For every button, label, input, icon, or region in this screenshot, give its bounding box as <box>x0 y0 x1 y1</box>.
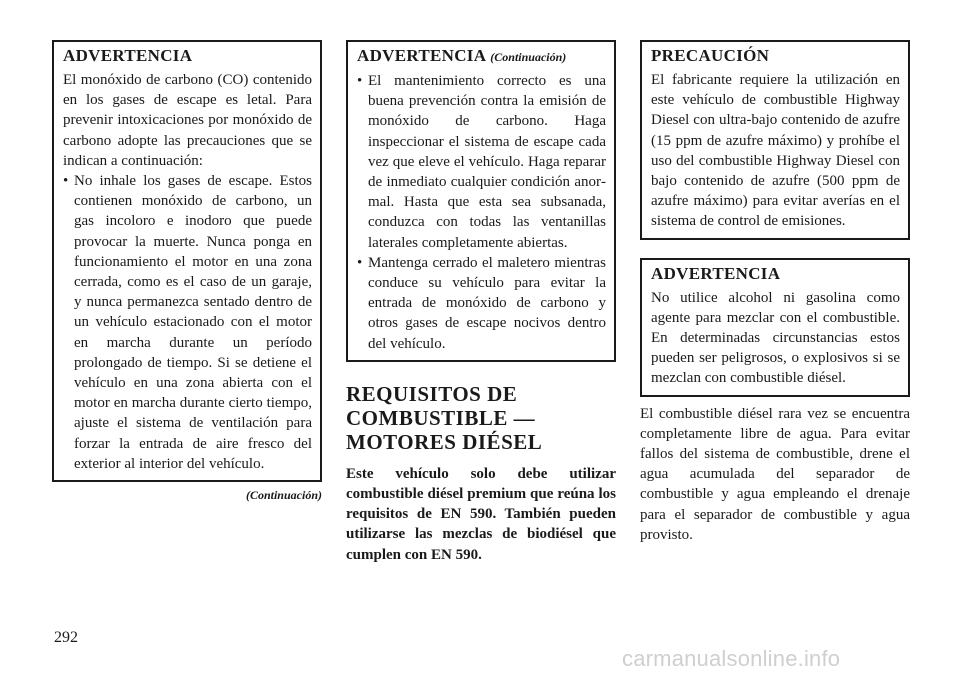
warning-bullet-list <box>357 71 606 354</box>
caution-title: PRECAUCIÓN <box>651 46 770 65</box>
continued-tag: (Continuación) <box>490 50 567 64</box>
bullet-icon: • <box>357 254 363 271</box>
caution-box <box>640 40 910 240</box>
warning-title: ADVERTENCIA <box>63 46 193 65</box>
site-watermark: carmanualsonline.info <box>622 646 841 671</box>
co-warning-continued-box <box>346 40 616 362</box>
caution-body: El fabricante requiere la utilización en este vehículo de combustible Highway Diesel con ultra-bajo contenido de azufre (15 ppm de azufre máximo) y prohíbe el uso del combustible Highway Diesel con bajo contenido de azufre (500 ppm de azufre máximo) para evitar averías en el sistema de control de emisiones. <box>651 72 900 230</box>
warning-bullet-list <box>63 171 312 474</box>
warning-title: ADVERTENCIA <box>651 263 781 283</box>
list-item: • Mantenga cerrado el maletero mientras conduce su vehículo para evitar la entrada de monóxido de carbono y otros gases de escape nocivos dentro del vehículo. <box>357 254 606 352</box>
warning-intro: El monóxido de carbono (CO) contenido en los gases de escape es letal. Para prevenir intoxicaciones por monóxido de carbono adopte las precauciones que se indican a continuación: <box>63 72 312 169</box>
right-column <box>640 40 910 545</box>
section-body: Este vehículo solo debe utilizar combustible diésel premium que reúna los requisitos de EN 590. También pueden utilizarse las mezclas de biodiésel que cumplen con EN 590. <box>346 465 616 563</box>
warning-title-continued: ADVERTENCIA (Continuación) <box>357 46 567 65</box>
bullet-icon: • <box>63 173 69 190</box>
middle-column <box>346 40 616 565</box>
list-item: • El mantenimiento correcto es una buena prevención contra la emisión de monóxido de carbono. Haga inspeccionar el sistema de escape cada vez que eleve el vehículo. Haga reparar de inmediato cualquier condición anormal. Hasta que esta sea subsanada, conduzca con todas las ventanillas laterales completamente abiertas. <box>357 73 606 251</box>
bullet-icon: • <box>357 73 363 89</box>
water-paragraph: El combustible diésel rara vez se encuentra completamente libre de agua. Para evitar fallos del sistema de combustible, drene el agua acumulada del separador de combustible y agua empleando el drenaje para el separador de combustible y agua provisto. <box>640 405 910 543</box>
co-warning-box <box>52 40 322 482</box>
continued-note: (Continuación) <box>245 488 322 503</box>
list-item: • No inhale los gases de escape. Estos contienen monóxido de carbono, un gas incoloro e inodoro que puede provocar la muerte. Nunca ponga en funcionamiento el motor en una zona cerrada, como es el caso de un garaje, y nunca permanezca sentado dentro de un vehículo estacionado con el motor en marcha durante un período prolongado de tiempo. Si se detiene el vehículo en una zona abierta con el motor en marcha durante cierto tiempo, ajuste el sistema de ventilación para forzar la entrada de aire fresco del exterior al interior del vehículo. <box>63 173 312 472</box>
section-heading: REQUISITOS DE COMBUSTIBLE — MOTORES DIÉSEL <box>346 381 543 454</box>
fuel-warning-box <box>640 258 910 397</box>
page-number: 292 <box>54 629 78 646</box>
fuel-warning-body: No utilice alcohol ni gasolina como agente para mezclar con el combustible. En determinadas circunstancias estos pueden ser peligrosos, o explosivos si se mezclan con combustible diésel. <box>651 289 900 387</box>
left-column <box>52 40 322 503</box>
